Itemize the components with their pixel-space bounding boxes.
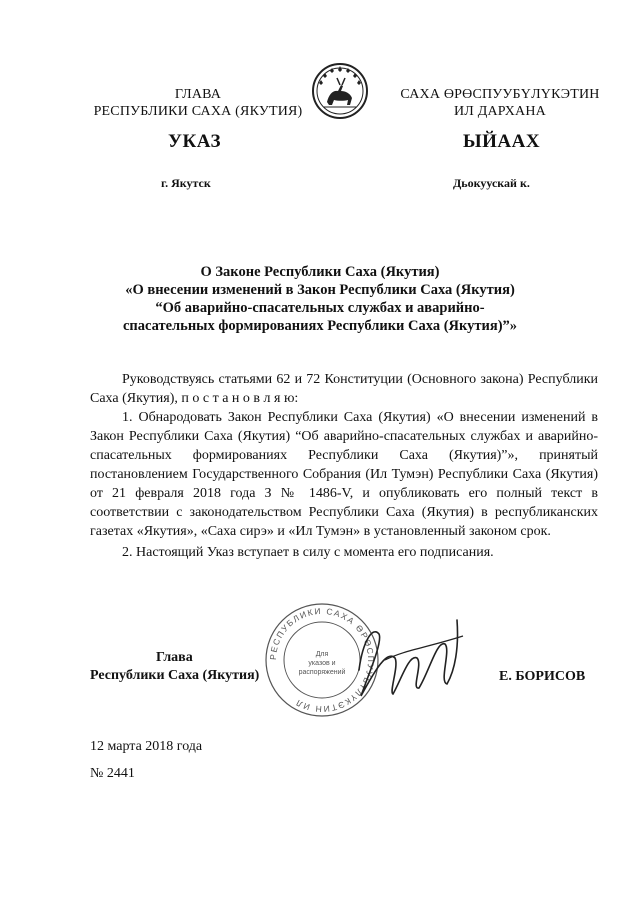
header-right-line1: САХА ӨРӨСПУУБҮЛҮКЭТИН [400, 87, 600, 102]
item-2: 2. Настоящий Указ вступает в силу с момента его подписания. [122, 545, 494, 560]
title-line3: “Об аварийно-спасательных службах и аварийно- [155, 300, 485, 316]
signatory-name: Е. БОРИСОВ [499, 669, 586, 684]
signatory-title [90, 649, 290, 685]
decree-body [90, 370, 598, 562]
handwritten-signature [345, 600, 475, 710]
decree-date: 12 марта 2018 года [90, 739, 203, 754]
header-left [78, 86, 318, 120]
header-left-line2: РЕСПУБЛИКИ САХА (ЯКУТИЯ) [93, 104, 303, 119]
stamp-ring-text: РЕСПУБЛИКИ САХА ӨРӨСПУУБҮЛҮКЭТИН ИЛ [267, 605, 377, 715]
signatory-title-line2: Республики Саха (Якутия) [90, 668, 260, 683]
stamp-inner-line2: указов и [308, 660, 336, 667]
decree-label-sah: ЫЙААХ [463, 131, 541, 152]
item-1: 1. Обнародовать Закон Республики Саха (Якутия) «О внесении изменений в Закон Республики Саха (Якутия) “Об аварийно-спасательных службах и аварийно-спасательных формированиях Республики Саха (Якутия)”», принятый постановлением Государственного Собрания (Ил Тумэн) Республики Саха (Якутия) от 21 февраля 2018 года З № 1486-V, и опубликовать его полный текст в соответствии с законодательством Республики Саха (Якутия) в республиканских газетах «Якутия», «Саха сирэ» и «Ил Тумэн» в установленный законом срок. [90, 410, 598, 539]
header-left-line1: ГЛАВА [174, 87, 222, 102]
stamp-inner-line3: распоряжений [298, 669, 346, 676]
city-ru: г. Якутск [161, 176, 211, 190]
coat-of-arms-emblem [310, 60, 370, 122]
title-line4: спасательных формированиях Республики Саха (Якутия)”» [122, 318, 518, 334]
stamp-inner-line1: Для [315, 651, 329, 658]
city-sah: Дьокуускай к. [453, 176, 530, 190]
title-line1: О Законе Республики Саха (Якутия) [200, 264, 440, 280]
decree-title [70, 263, 570, 335]
decree-label-ru: УКАЗ [168, 131, 221, 152]
title-line2: «О внесении изменений в Закон Республики Саха (Якутия) [125, 282, 515, 298]
decree-number: № 2441 [90, 766, 135, 781]
signatory-title-line1: Глава [156, 650, 193, 665]
header-right-line2: ИЛ ДАРХАНА [453, 104, 546, 119]
header-right [385, 86, 615, 120]
preamble: Руководствуясь статьями 62 и 72 Конституции (Основного закона) Республики Саха (Якутия), п о с т а н о в л я ю: [90, 372, 598, 406]
